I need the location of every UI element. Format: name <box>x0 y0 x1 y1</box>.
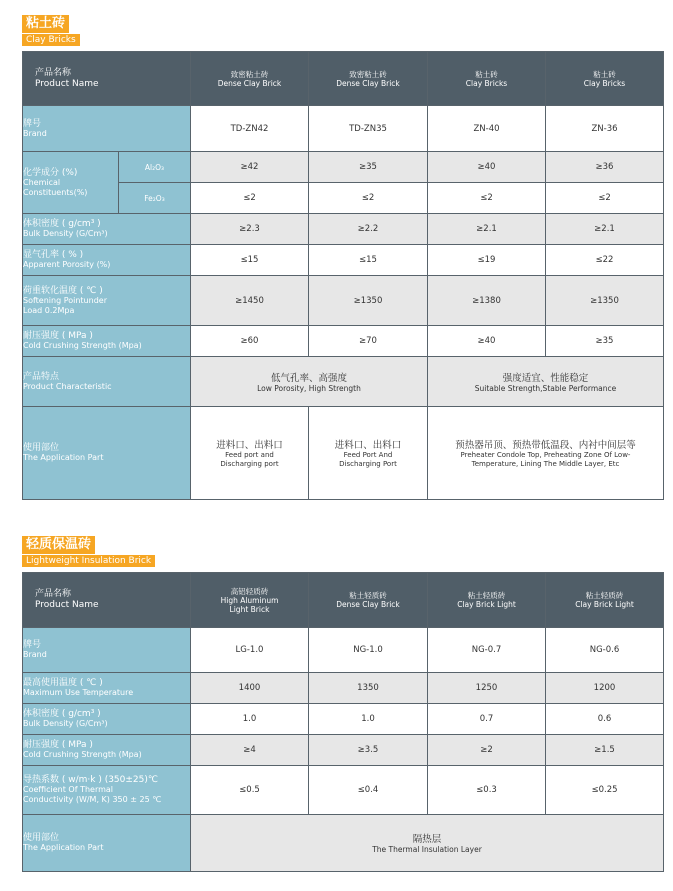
table-cell: 1200 <box>546 673 664 704</box>
table-row-application <box>23 407 664 500</box>
table-row-max-temp <box>23 673 664 704</box>
table-cell: ≥36 <box>546 152 664 183</box>
table-cell: NG-0.7 <box>428 628 546 673</box>
table-cell: TD-ZN35 <box>309 106 428 152</box>
row-label-crushing: 耐压强度 ( MPa ) Cold Crushing Strength (Mpa) <box>23 735 191 766</box>
row-label-porosity: 显气孔率 ( % ) Apparent Porosity (%) <box>23 245 191 276</box>
clay-bricks-table <box>22 51 664 500</box>
row-label-bulk-density: 体积密度 ( g/cm³ ) Bulk Density (G/Cm³) <box>23 214 191 245</box>
row-label-brand: 牌号 Brand <box>23 628 191 673</box>
table-cell: ≥2.3 <box>191 214 309 245</box>
table-cell: ZN-36 <box>546 106 664 152</box>
sub-label-fe2o3: Fe₂O₃ <box>119 183 191 214</box>
column-header: 粘土轻质砖 Dense Clay Brick <box>309 573 428 628</box>
row-label-application: 使用部位 The Application Part <box>23 407 191 500</box>
table-cell: 隔热层 The Thermal Insulation Layer <box>191 815 664 872</box>
table-cell: ≥40 <box>428 152 546 183</box>
table-row-application <box>23 815 664 872</box>
section-title-en: Lightweight Insulation Brick <box>22 555 155 567</box>
table-cell: ≥3.5 <box>309 735 428 766</box>
table-cell: ≤2 <box>546 183 664 214</box>
row-label-chemical: 化学成分 (%) Chemical Constituents(%) <box>23 152 119 214</box>
table-cell: ≤2 <box>309 183 428 214</box>
table-row-porosity <box>23 245 664 276</box>
row-label-conductivity: 导热系数 ( w/m·k ) (350±25)℃ Coefficient Of Thermal Conductivity (W/M, K) 350 ± 25 ℃ <box>23 766 191 815</box>
table-cell: TD-ZN42 <box>191 106 309 152</box>
table-cell: ≤0.25 <box>546 766 664 815</box>
table-cell: ≥35 <box>309 152 428 183</box>
table-cell: 进料口、出料口 Feed port and Discharging port <box>191 407 309 500</box>
section-title-clay-bricks <box>22 12 80 46</box>
table-cell: 0.7 <box>428 704 546 735</box>
header-row <box>23 52 664 106</box>
table-cell: 1.0 <box>309 704 428 735</box>
table-cell: 1.0 <box>191 704 309 735</box>
row-label-softening: 荷重软化温度 ( ℃ ) Softening Pointunder Load 0.2Mpa <box>23 276 191 326</box>
sub-label-al2o3: Al₂O₃ <box>119 152 191 183</box>
row-label-crushing: 耐压强度 ( MPa ) Cold Crushing Strength (Mpa) <box>23 326 191 357</box>
section-title-lightweight <box>22 533 155 567</box>
table-cell: LG-1.0 <box>191 628 309 673</box>
table-cell: 低气孔率、高强度 Low Porosity, High Strength <box>191 357 428 407</box>
table-cell: ≥40 <box>428 326 546 357</box>
table-cell: ≤22 <box>546 245 664 276</box>
table-cell: ≤15 <box>309 245 428 276</box>
table-cell: NG-0.6 <box>546 628 664 673</box>
table-cell: ≥1350 <box>546 276 664 326</box>
lightweight-brick-table <box>22 572 664 872</box>
section-title-cn: 粘土砖 <box>22 15 69 33</box>
column-header: 粘土轻质砖 Clay Brick Light <box>428 573 546 628</box>
table-cell: ≤0.3 <box>428 766 546 815</box>
table-cell: ≤0.5 <box>191 766 309 815</box>
column-header: 粘土砖 Clay Bricks <box>428 52 546 106</box>
table-cell: 预热器吊顶、预热带低温段、内衬中间层等 Preheater Condole Top, Preheating Zone Of Low- Temperature, Lining The Middle Layer, Etc <box>428 407 664 500</box>
table-cell: 进料口、出料口 Feed Port And Discharging Port <box>309 407 428 500</box>
table-cell: ≥2.1 <box>428 214 546 245</box>
table-cell: 强度适宜、性能稳定 Suitable Strength,Stable Performance <box>428 357 664 407</box>
section-title-en: Clay Bricks <box>22 34 80 46</box>
table-row-al2o3 <box>23 152 664 183</box>
column-header: 粘土砖 Clay Bricks <box>546 52 664 106</box>
table-row-brand <box>23 628 664 673</box>
table-row-brand <box>23 106 664 152</box>
table-row-characteristic <box>23 357 664 407</box>
table-cell: NG-1.0 <box>309 628 428 673</box>
column-header: 粘土轻质砖 Clay Brick Light <box>546 573 664 628</box>
table-cell: ≥1450 <box>191 276 309 326</box>
table-cell: ≥1350 <box>309 276 428 326</box>
table-row-softening <box>23 276 664 326</box>
table-row-fe2o3 <box>23 183 664 214</box>
row-label-characteristic: 产品特点 Product Characteristic <box>23 357 191 407</box>
table-cell: ≥35 <box>546 326 664 357</box>
section-title-cn: 轻质保温砖 <box>22 536 95 554</box>
table-cell: ≥2.1 <box>546 214 664 245</box>
table-cell: 1350 <box>309 673 428 704</box>
table-cell: ≥60 <box>191 326 309 357</box>
table-cell: ≤19 <box>428 245 546 276</box>
row-label-brand: 牌号 Brand <box>23 106 191 152</box>
table-row-crushing <box>23 326 664 357</box>
row-label-application: 使用部位 The Application Part <box>23 815 191 872</box>
column-header: 高铝轻质砖 High Aluminum Light Brick <box>191 573 309 628</box>
table-cell: 1400 <box>191 673 309 704</box>
table-cell: ≤0.4 <box>309 766 428 815</box>
table-row-bulk-density <box>23 214 664 245</box>
table-cell: 1250 <box>428 673 546 704</box>
table-row-crushing <box>23 735 664 766</box>
row-label-bulk-density: 体积密度 ( g/cm³ ) Bulk Density (G/Cm³) <box>23 704 191 735</box>
table-cell: ≤15 <box>191 245 309 276</box>
column-header: 致密粘土砖 Dense Clay Brick <box>191 52 309 106</box>
table-cell: ≥70 <box>309 326 428 357</box>
table-cell: ≥1380 <box>428 276 546 326</box>
product-name-header: 产品名称 Product Name <box>23 573 191 628</box>
table-cell: ≥42 <box>191 152 309 183</box>
table-cell: ≥4 <box>191 735 309 766</box>
table-cell: 0.6 <box>546 704 664 735</box>
column-header: 致密粘土砖 Dense Clay Brick <box>309 52 428 106</box>
table-row-conductivity <box>23 766 664 815</box>
row-label-max-temp: 最高使用温度 ( ℃ ) Maximum Use Temperature <box>23 673 191 704</box>
product-name-header: 产品名称 Product Name <box>23 52 191 106</box>
table-cell: ≤2 <box>428 183 546 214</box>
table-cell: ≤2 <box>191 183 309 214</box>
table-cell: ≥1.5 <box>546 735 664 766</box>
table-row-bulk-density <box>23 704 664 735</box>
table-cell: ≥2.2 <box>309 214 428 245</box>
table-cell: ZN-40 <box>428 106 546 152</box>
header-row <box>23 573 664 628</box>
table-cell: ≥2 <box>428 735 546 766</box>
